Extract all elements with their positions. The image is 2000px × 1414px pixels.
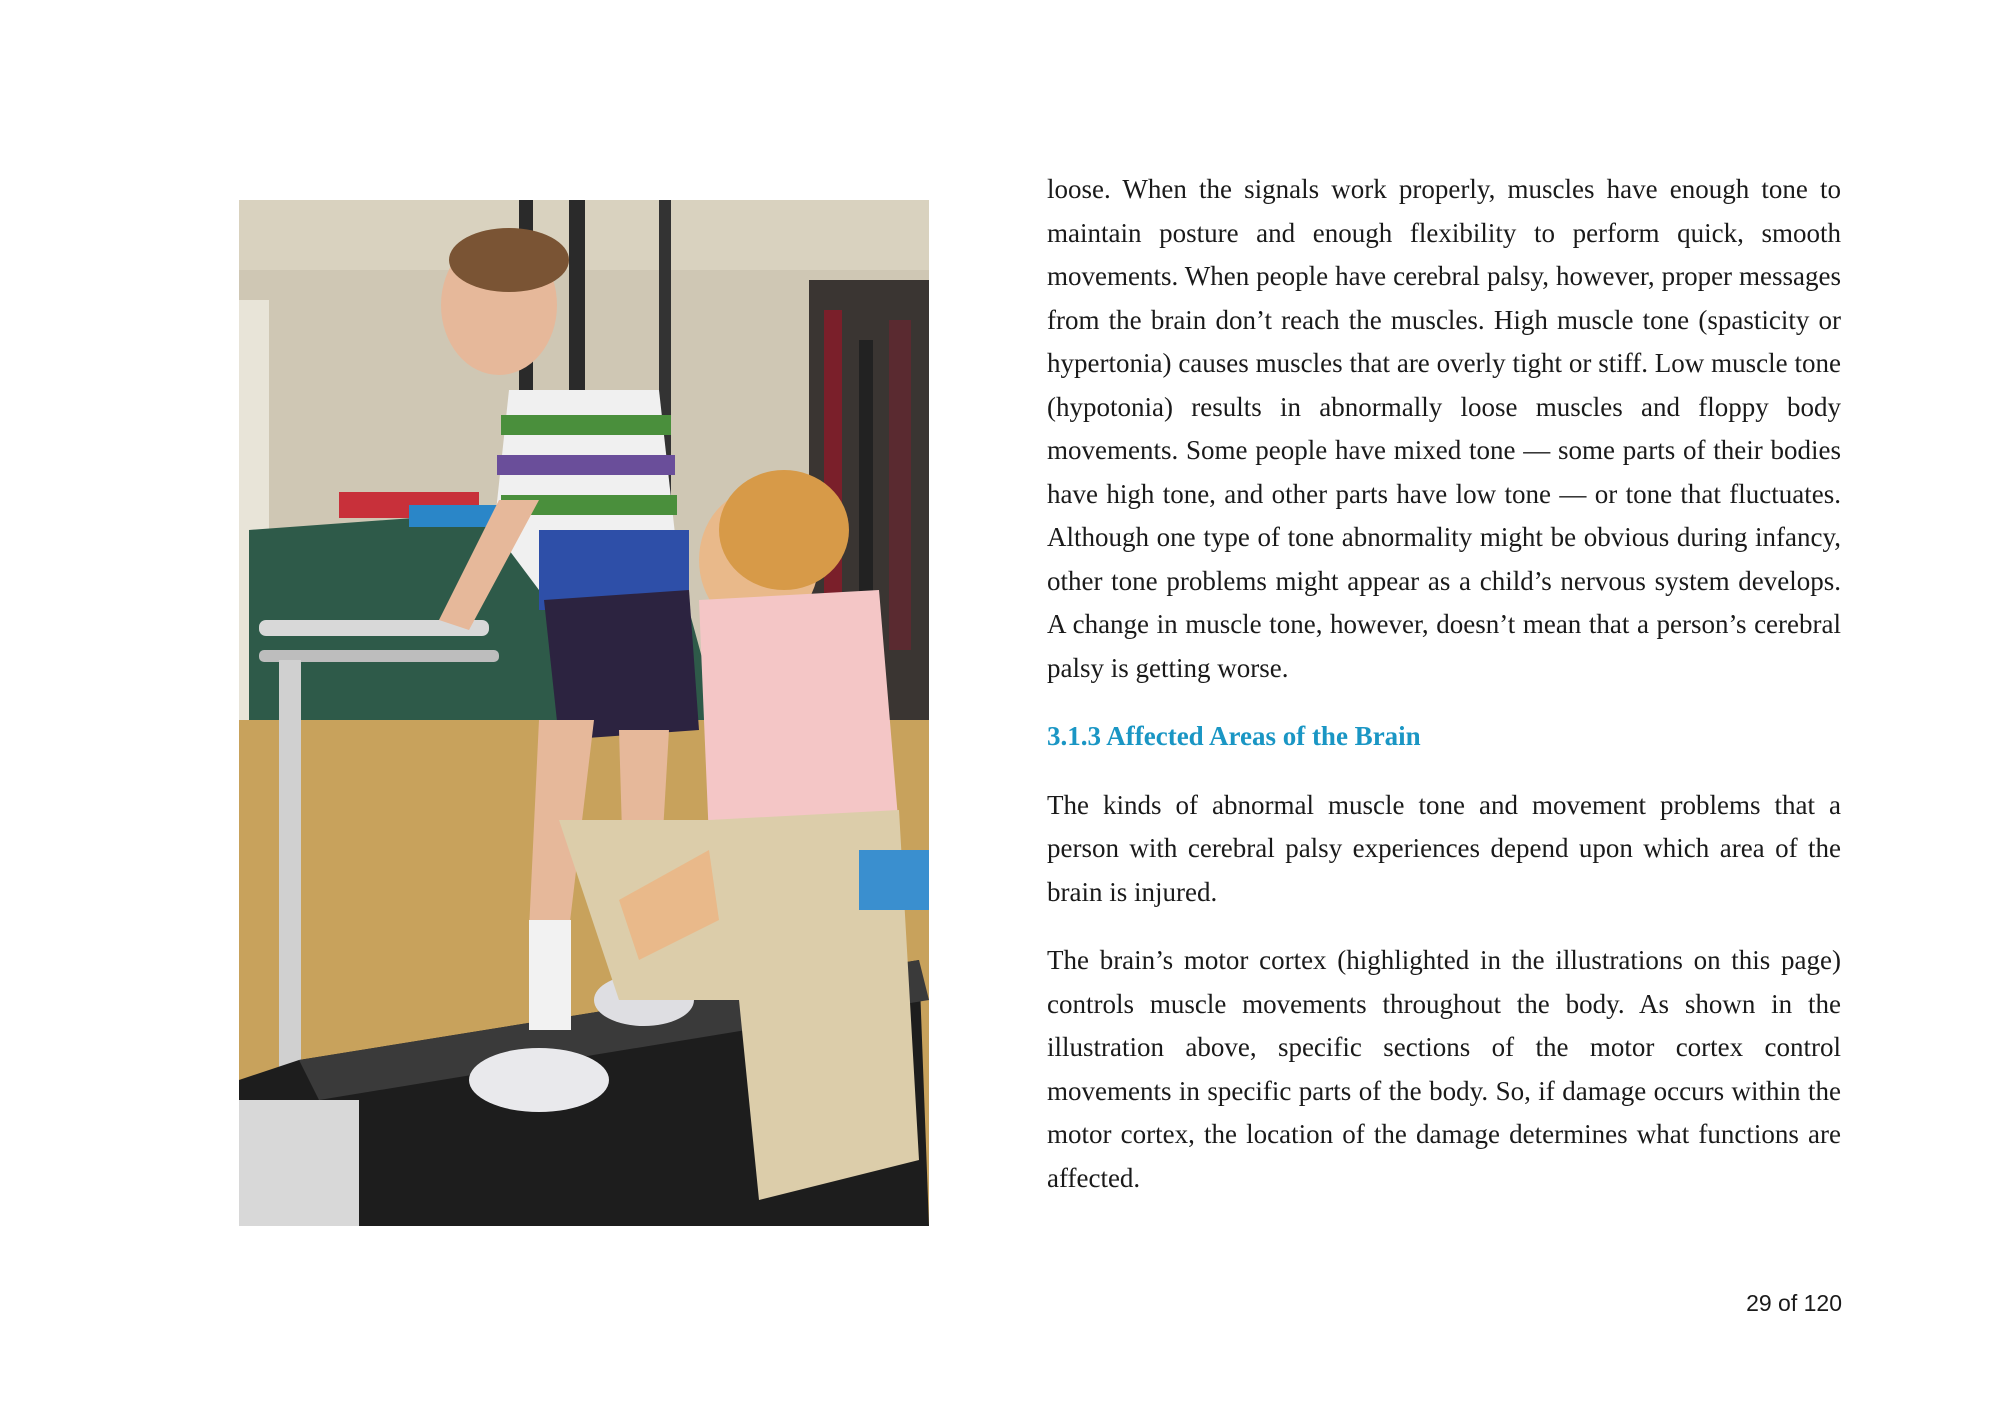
therapy-photo-illustration: [239, 200, 929, 1226]
therapy-photo: [239, 200, 929, 1226]
section-heading: 3.1.3 Affected Areas of the Brain: [1047, 721, 1421, 751]
body-paragraph-1: loose. When the signals work properly, muscles have enough tone to maintain posture and enough flexibility to perform quick, smooth movements. When people have cerebral palsy, however, proper messages from the brain don’t reach the muscles. High muscle tone (spasticity or hypertonia) causes muscles that are overly tight or stiff. Low muscle tone (hypotonia) results in abnormally loose muscles and floppy body movements. Some people have mixed tone — some parts of their bodies have high tone, and other parts have low tone — or tone that fluctuates. Although one type of tone abnormality might be obvious during infancy, other tone problems might appear as a child’s nervous system develops. A change in muscle tone, however, doesn’t mean that a person’s cerebral palsy is getting worse.: [1047, 174, 1841, 683]
body-paragraph-2: The kinds of abnormal muscle tone and movement problems that a person with cerebral palsy experiences depend upon which area of the brain is injured.: [1047, 789, 1841, 907]
page-number: 29 of 120: [1746, 1290, 1842, 1316]
body-text-column: [1047, 168, 1841, 1200]
body-paragraph-3: The brain’s motor cortex (highlighted in the illustrations on this page) controls muscle movements throughout the body. As shown in the illustration above, specific sections of the motor cortex control movements in specific parts of the body. So, if damage occurs within the motor cortex, the location of the damage determines what functions are affected.: [1047, 945, 1841, 1193]
